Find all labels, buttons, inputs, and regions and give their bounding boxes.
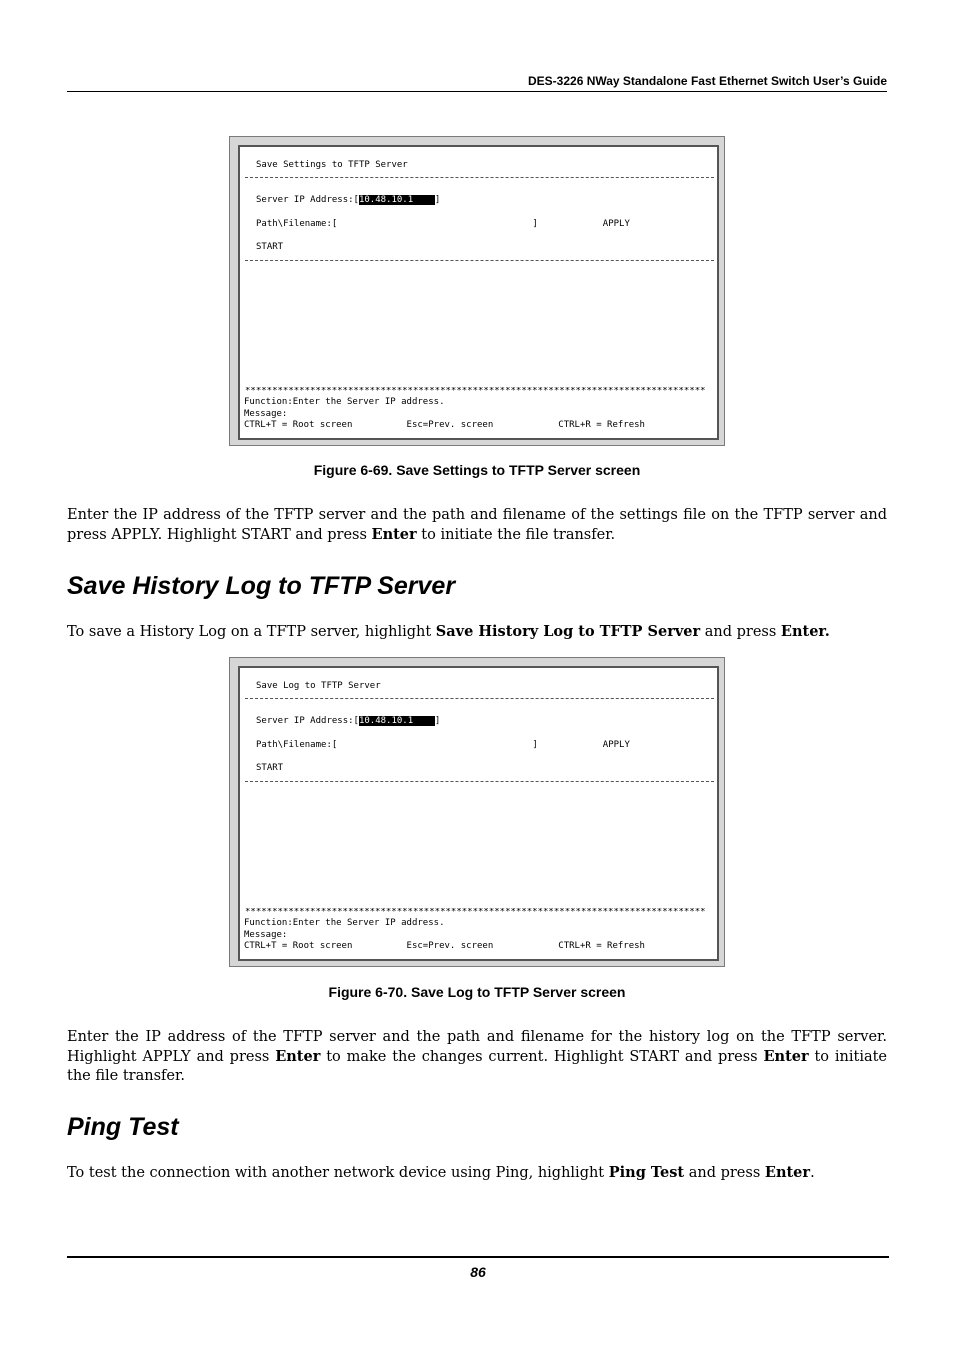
screen-title: Save Settings to TFTP Server [256, 160, 408, 170]
bold-text: Save History Log to TFTP Server [435, 623, 701, 640]
terminal-screenshot-save-log [229, 657, 725, 967]
body-paragraph [67, 1163, 887, 1183]
server-ip-field[interactable]: 10.48.10.1 [358, 716, 435, 726]
path-filename-row[interactable]: Path\Filename:[ ] APPLY [256, 219, 630, 229]
divider [245, 698, 714, 699]
path-filename-row[interactable]: Path\Filename:[ ] APPLY [256, 740, 630, 750]
text: Enter the IP address of the TFTP server and the path and filename of the settings file on the TFTP server and press APPLY. Highlight START and press [67, 507, 887, 543]
bold-text: Enter [764, 1164, 811, 1181]
star-divider: ************************************************************************************* [245, 387, 706, 396]
divider [245, 177, 714, 178]
text: and press [684, 1165, 765, 1181]
text: and press [700, 624, 781, 640]
text: To save a History Log on a TFTP server, highlight [67, 624, 436, 640]
footer-rule [67, 1256, 889, 1258]
server-ip-row [256, 195, 440, 206]
server-ip-close: ] [434, 195, 441, 205]
body-paragraph [67, 506, 887, 545]
text: To test the connection with another network device using Ping, highlight [67, 1165, 609, 1181]
message-line: Message: [244, 409, 288, 419]
function-line: Function:Enter the Server IP address. [244, 397, 445, 407]
page-number: 86 [470, 1264, 486, 1280]
terminal-screen [238, 666, 719, 961]
text: . [810, 1165, 815, 1181]
header-rule [67, 91, 887, 92]
body-paragraph [67, 1028, 887, 1086]
terminal-screen [238, 145, 719, 440]
key-hints-line: CTRL+T = Root screen Esc=Prev. screen CTRL+R = Refresh [244, 941, 645, 951]
text: Enter the IP address of the TFTP server and the path and filename for the history log on the TFTP server. Highlight APPLY and press [67, 1029, 887, 1065]
screen-title: Save Log to TFTP Server [256, 681, 381, 691]
bold-text: Enter [763, 1048, 809, 1065]
section-heading: Ping Test [67, 1113, 179, 1141]
bold-text: Enter [371, 526, 417, 543]
divider [245, 260, 714, 261]
server-ip-row [256, 716, 440, 727]
terminal-screenshot-save-settings [229, 136, 725, 446]
bold-text: Ping Test [608, 1164, 685, 1181]
text: to initiate the file transfer. [416, 527, 616, 543]
figure-caption: Figure 6-69. Save Settings to TFTP Server screen [313, 462, 641, 478]
bold-text: Enter. [780, 623, 830, 640]
text: to initiate the file transfer. [67, 1049, 888, 1084]
figure-caption: Figure 6-70. Save Log to TFTP Server screen [328, 984, 626, 1000]
server-ip-label: Server IP Address:[ [256, 716, 359, 726]
bold-text: Enter [275, 1048, 321, 1065]
start-button[interactable]: START [256, 242, 284, 252]
text: to make the changes current. Highlight START and press [320, 1049, 764, 1065]
divider [245, 781, 714, 782]
function-line: Function:Enter the Server IP address. [244, 918, 445, 928]
start-button[interactable]: START [256, 763, 284, 773]
server-ip-label: Server IP Address:[ [256, 195, 359, 205]
message-line: Message: [244, 930, 288, 940]
section-heading: Save History Log to TFTP Server [67, 572, 456, 600]
server-ip-field[interactable]: 10.48.10.1 [358, 195, 435, 205]
page-header-title: DES-3226 NWay Standalone Fast Ethernet Switch User’s Guide [528, 74, 887, 88]
server-ip-close: ] [434, 716, 441, 726]
body-paragraph [67, 622, 887, 642]
key-hints-line: CTRL+T = Root screen Esc=Prev. screen CTRL+R = Refresh [244, 420, 645, 430]
star-divider: ************************************************************************************* [245, 908, 706, 917]
